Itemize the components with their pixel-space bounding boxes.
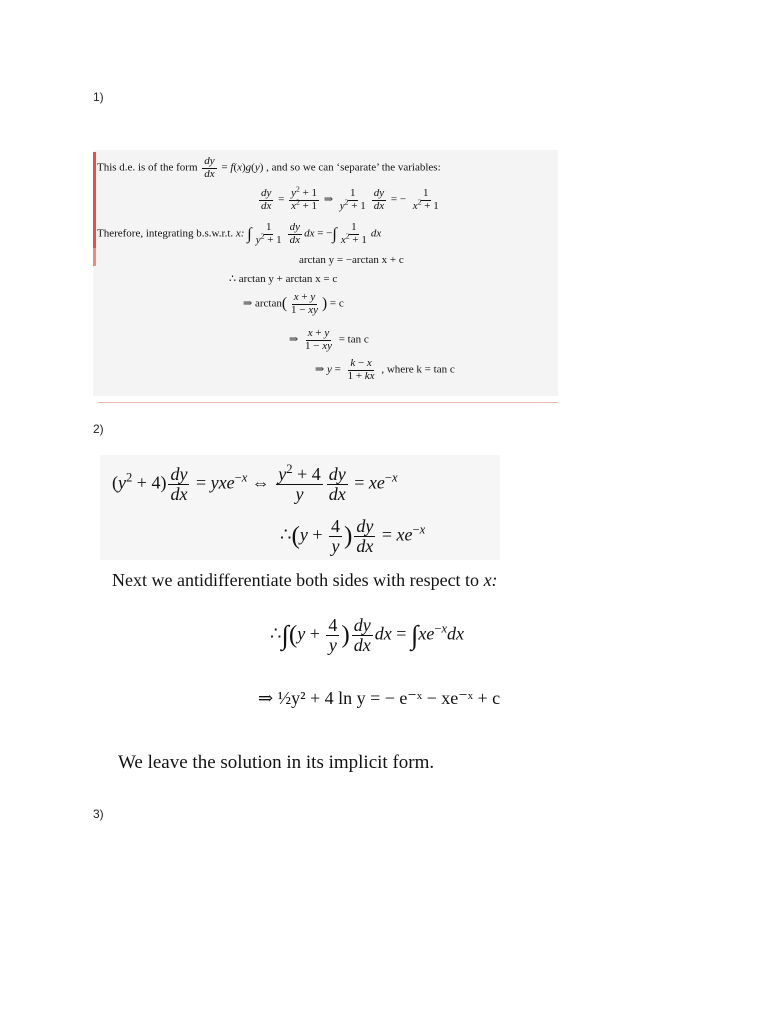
solution-image-2a (100, 455, 500, 560)
intro-text: This d.e. is of the form (97, 161, 198, 174)
question-label-2: 2) (93, 422, 104, 436)
accent-bar (93, 152, 96, 248)
solution1-line-tan-c: ⇒ $\frac{x + y}{1 - xy}$ = tan c (289, 327, 369, 352)
integrate-variable: x: (235, 227, 245, 240)
separate-text: , and so we can ‘separate’ the variables: (266, 161, 441, 174)
solution1-line-final: ⇒ y = $\frac{k - x}{1 + kx}$ , where k = tan c (315, 357, 455, 382)
solution-image-1 (93, 150, 558, 396)
solution2-line-equation: $(y^2 + 4)$ $\frac{dy}{dx}$ = yxe$^{-x}$ ⇔ $\frac{y^2 + 4}{y}$ $\frac{dy}{dx}$ = $xe^{-x}$ (112, 462, 398, 504)
divider-line (98, 402, 558, 403)
solution2-line-integral: ∴∫(y + $\frac{4}{y}$ ) $\frac{dy}{dx}$ dx = $\int xe^{-x}dx$ (270, 615, 465, 655)
solution1-line-tan-sum: ⇒ arctan( $\frac{x + y}{1 - xy}$ ) = c (243, 291, 344, 316)
solution1-line-arctan: arctan y = −arctan x + c (299, 254, 404, 266)
solution2-sentence-antidiff: Next we antidifferentiate both sides with respect to x: (112, 570, 498, 590)
solution1-line-integrate: Therefore, integrating b.s.w.r.t. x: ∫ $\frac{1}{y^2 + 1}$ $\frac{dy}{dx}$ dx = −∫ $\frac{1}{x^2 + 1}$ dx (97, 221, 382, 246)
question-label-3: 3) (93, 807, 104, 821)
accent-bar-faded (93, 248, 96, 266)
question-label-1: 1) (93, 90, 104, 104)
solution-image-2b (100, 560, 550, 780)
dy-dx-fraction: $\frac{dy}{dx}$ (204, 155, 215, 180)
solution1-line-sum: ∴ arctan y + arctan x = c (229, 273, 338, 285)
integrate-text: Therefore, integrating b.s.w.r.t. (97, 227, 234, 240)
solution2-line-result: ⇒ ½y² + 4 ln y = − e⁻ˣ − xe⁻ˣ + c (258, 688, 501, 708)
solution2-line-separated: ∴(y + $\frac{4}{y}$ ) $\frac{dy}{dx}$ = $xe^{-x}$ (280, 516, 426, 556)
solution1-line-form: This d.e. is of the form $\frac{dy}{dx}$ = f(x)g(y) , and so we can ‘separate’ the variables: (97, 155, 441, 180)
solution2-sentence-implicit: We leave the solution in its implicit form. (118, 752, 435, 773)
solution1-line-separated: $\frac{dy}{dx}$ = $\frac{y^2 + 1}{x^2 + 1}$ ⇒ $\frac{1}{y^2 + 1}$ $\frac{dy}{dx}$ = − $\frac{1}{x^2 + 1}$ (261, 184, 439, 212)
